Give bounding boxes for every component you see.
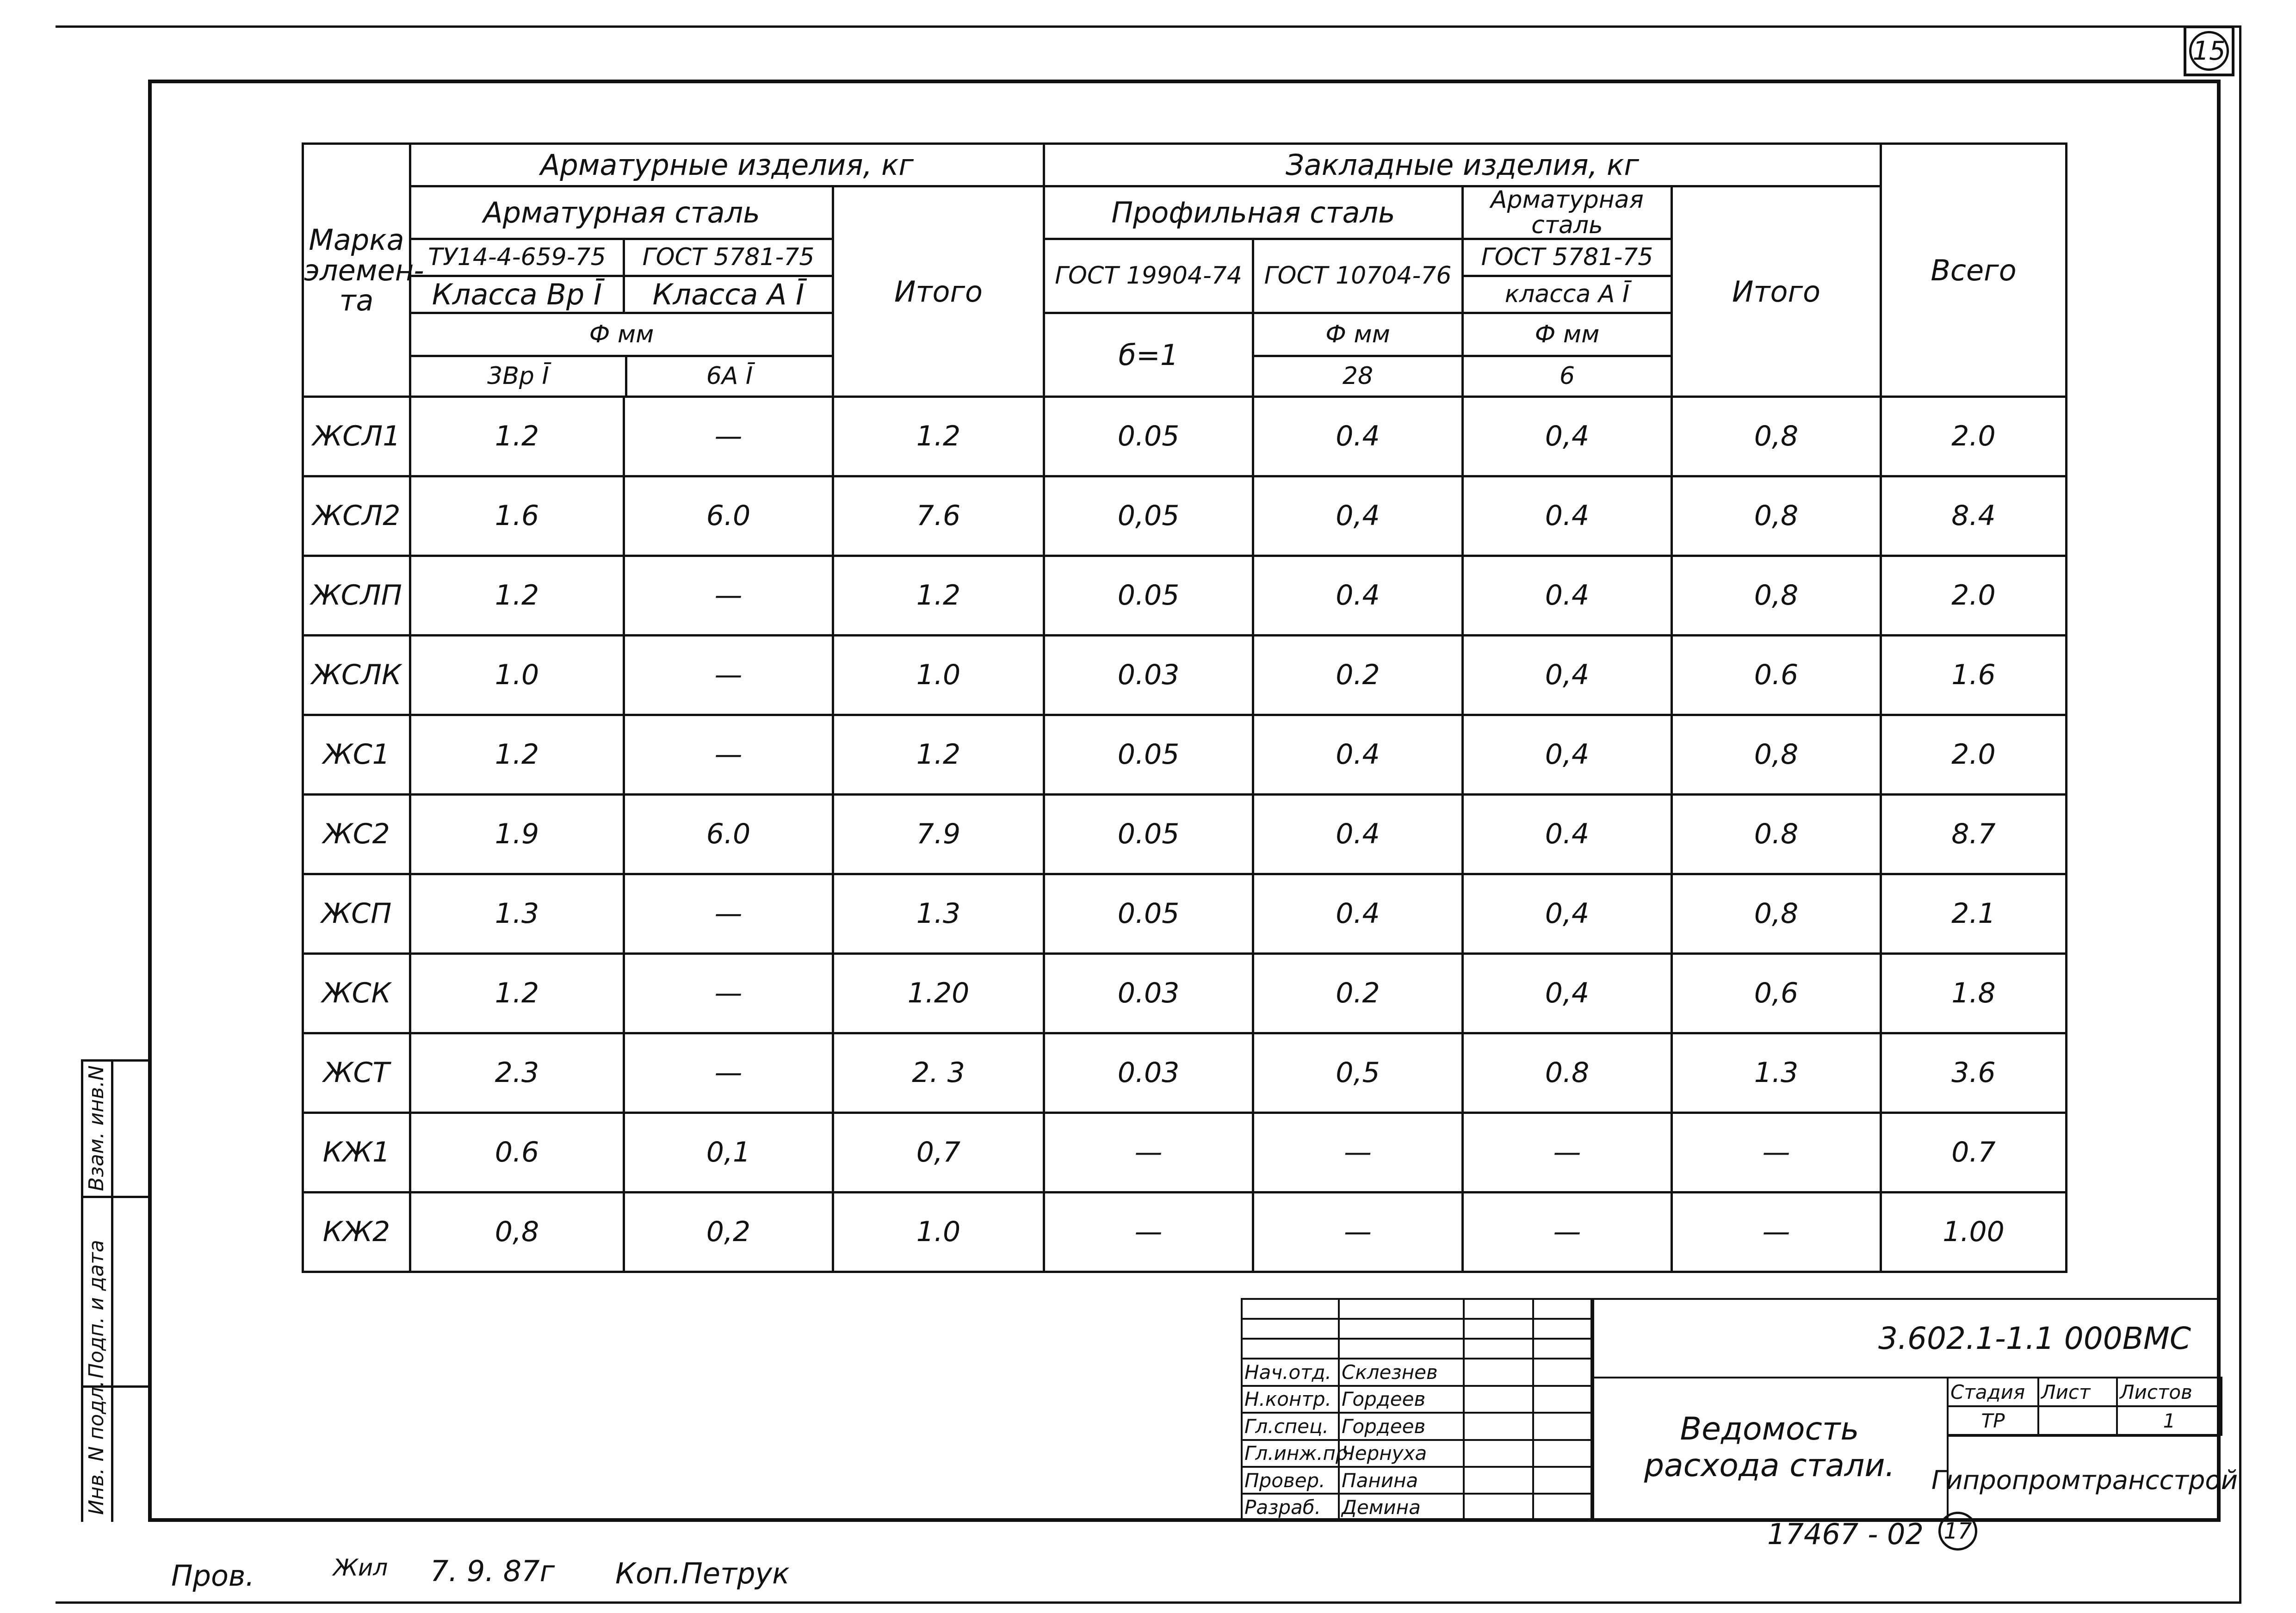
row-cell: —	[624, 1033, 833, 1113]
row-cell: 0.4	[1253, 397, 1463, 476]
signature-role: Нач.отд.	[1242, 1359, 1339, 1385]
footer-signature: Жил	[333, 1554, 388, 1581]
row-cell: 0,8	[1672, 874, 1881, 954]
row-cell: 1.2	[410, 556, 624, 636]
row-cell: 1.9	[410, 795, 624, 874]
table-row	[303, 1113, 2067, 1193]
signature-row	[1242, 1440, 1593, 1467]
row-cell: 0,5	[1253, 1033, 1463, 1113]
table-row	[303, 715, 2067, 795]
row-cell: 0.05	[1044, 397, 1253, 476]
row-cell: 1.2	[833, 715, 1044, 795]
signature-name: Демина	[1339, 1494, 1464, 1521]
row-cell: 1.3	[1672, 1033, 1881, 1113]
row-cell: 0,4	[1463, 636, 1672, 715]
header-gost19904: ГОСТ 19904-74	[1044, 239, 1253, 313]
row-cell: 0.03	[1044, 636, 1253, 715]
side-podp-data: Подп. и дата	[85, 1240, 108, 1378]
signature-role: Разраб.	[1242, 1494, 1339, 1521]
header-gost5781: ГОСТ 5781-75	[624, 239, 833, 276]
signature-role: Гл.спец.	[1242, 1413, 1339, 1440]
row-cell: —	[624, 874, 833, 954]
row-mark: ЖС1	[303, 715, 410, 795]
row-mark: ЖСК	[303, 954, 410, 1033]
row-cell: 2.0	[1881, 556, 2067, 636]
header-d-6: 6	[1559, 362, 1575, 390]
signature-table	[1241, 1298, 1594, 1522]
signature-name: Гордеев	[1339, 1413, 1464, 1440]
signature-name: Чернуха	[1339, 1440, 1464, 1467]
signature-name: Склезнев	[1339, 1359, 1464, 1385]
header-phi-mm: Ф мм	[411, 314, 832, 357]
row-cell: 0,8	[410, 1193, 624, 1272]
row-cell: 1.0	[833, 1193, 1044, 1272]
row-cell: 1.6	[1881, 636, 2067, 715]
row-mark: КЖ1	[303, 1113, 410, 1193]
row-cell: 0,4	[1463, 715, 1672, 795]
row-mark: ЖСЛК	[303, 636, 410, 715]
row-cell: 2.0	[1881, 715, 2067, 795]
header-gost10704: ГОСТ 10704-76	[1253, 239, 1463, 313]
table-row	[303, 636, 2067, 715]
row-cell: 0,4	[1253, 476, 1463, 556]
row-cell: 0,7	[833, 1113, 1044, 1193]
footer-kop: Коп.Петрук	[615, 1557, 790, 1590]
row-cell: 0.05	[1044, 874, 1253, 954]
row-cell: 2. 3	[833, 1033, 1044, 1113]
side-vzam-inv: Взам. инв.N	[85, 1065, 108, 1191]
row-cell: 1.6	[410, 476, 624, 556]
row-cell: —	[1463, 1113, 1672, 1193]
row-cell: 0,2	[624, 1193, 833, 1272]
stadia-label: Стадия	[1948, 1378, 2038, 1406]
footer-date: 7. 9. 87г	[430, 1554, 555, 1588]
row-cell: 1.0	[833, 636, 1044, 715]
side-stamp	[81, 1059, 148, 1522]
signature-role: Н.контр.	[1242, 1386, 1339, 1413]
row-cell: 0,8	[1672, 397, 1881, 476]
header-prof-stal: Профильная сталь	[1044, 186, 1463, 239]
organization: Гипропромтрансстрой	[1949, 1435, 2221, 1524]
stage-table	[1947, 1377, 2222, 1436]
table-row	[303, 874, 2067, 954]
header-phi-mm-2: Ф мм	[1254, 314, 1461, 357]
row-cell: 0,8	[1672, 715, 1881, 795]
row-cell: 0.8	[1463, 1033, 1672, 1113]
row-cell: 6.0	[624, 795, 833, 874]
row-cell: 7.6	[833, 476, 1044, 556]
row-cell: 2.0	[1881, 397, 2067, 476]
row-cell: 0.05	[1044, 795, 1253, 874]
row-cell: 0.7	[1881, 1113, 2067, 1193]
header-vsego: Всего	[1881, 144, 2067, 397]
side-inv-podl: Инв. N подл.	[85, 1380, 108, 1515]
row-cell: 0.4	[1463, 556, 1672, 636]
header-tu: ТУ14-4-659-75	[410, 239, 624, 276]
row-cell: —	[1044, 1193, 1253, 1272]
footer-prov: Пров.	[171, 1559, 255, 1593]
table-row	[303, 397, 2067, 476]
sheet-number-top: 15	[2184, 25, 2234, 76]
header-marka: Марка элемен- та	[303, 144, 410, 397]
row-mark: ЖСП	[303, 874, 410, 954]
row-cell: 1.0	[410, 636, 624, 715]
row-cell: 0,6	[1672, 954, 1881, 1033]
doc-title-2: расхода стали.	[1644, 1447, 1895, 1484]
table-row	[303, 795, 2067, 874]
list-value	[2038, 1406, 2117, 1435]
steel-table	[302, 142, 2067, 1273]
table-row	[303, 556, 2067, 636]
row-cell: 0.4	[1253, 795, 1463, 874]
row-mark: ЖСЛ2	[303, 476, 410, 556]
header-d-28: 28	[1342, 362, 1374, 390]
row-cell: 0.05	[1044, 715, 1253, 795]
stadia-value: ТР	[1948, 1406, 2038, 1435]
signature-row	[1242, 1494, 1593, 1521]
row-cell: 1.2	[410, 397, 624, 476]
row-cell: —	[1672, 1193, 1881, 1272]
row-cell: 8.7	[1881, 795, 2067, 874]
row-cell: 0,05	[1044, 476, 1253, 556]
row-cell: 0.4	[1463, 795, 1672, 874]
bottom-rule	[56, 1601, 2239, 1604]
row-mark: ЖС2	[303, 795, 410, 874]
row-cell: 0.4	[1253, 874, 1463, 954]
row-cell: 0.03	[1044, 954, 1253, 1033]
header-d-6a: 6А Ī	[706, 362, 753, 390]
row-cell: —	[624, 397, 833, 476]
row-cell: 0,4	[1463, 874, 1672, 954]
header-gost5781-b: ГОСТ 5781-75	[1463, 239, 1672, 276]
top-rule	[56, 25, 2239, 28]
row-cell: 0,4	[1463, 397, 1672, 476]
row-cell: 0.6	[1672, 636, 1881, 715]
row-cell: 0.2	[1253, 636, 1463, 715]
listov-value: 1	[2117, 1406, 2222, 1435]
row-cell: 1.3	[410, 874, 624, 954]
row-cell: 0.03	[1044, 1033, 1253, 1113]
row-cell: 8.4	[1881, 476, 2067, 556]
row-cell: 3.6	[1881, 1033, 2067, 1113]
right-rule	[2239, 25, 2241, 1604]
row-cell: 6.0	[624, 476, 833, 556]
signature-row	[1242, 1386, 1593, 1413]
header-d-3vp: 3Вр Ī	[411, 357, 627, 396]
title-block	[1241, 1298, 2238, 1522]
row-cell: 0,8	[1672, 476, 1881, 556]
signature-row	[1242, 1413, 1593, 1440]
row-cell: 1.3	[833, 874, 1044, 954]
row-cell: 1.2	[833, 556, 1044, 636]
header-klass-a: Класса А Ī	[624, 276, 833, 313]
doc-code: 3.602.1-1.1 000ВМС	[1592, 1300, 2219, 1378]
row-mark: ЖСЛ1	[303, 397, 410, 476]
archive-number: 17467 - 02	[1767, 1517, 1924, 1551]
header-armaturnye: Арматурные изделия, кг	[410, 144, 1044, 186]
row-cell: 1.20	[833, 954, 1044, 1033]
row-cell: —	[624, 715, 833, 795]
table-row	[303, 1193, 2067, 1272]
row-cell: —	[624, 954, 833, 1033]
signature-name: Панина	[1339, 1467, 1464, 1494]
row-cell: —	[1044, 1113, 1253, 1193]
listov-label: Листов	[2117, 1378, 2222, 1406]
row-cell: 2.3	[410, 1033, 624, 1113]
header-klass-a-2: класса А Ī	[1463, 276, 1672, 313]
row-cell: 0,4	[1463, 954, 1672, 1033]
row-cell: 0.2	[1253, 954, 1463, 1033]
row-cell: —	[1463, 1193, 1672, 1272]
header-phi-mm-3: Ф мм	[1464, 314, 1671, 357]
row-cell: 0,8	[1672, 556, 1881, 636]
row-cell: 0.4	[1253, 556, 1463, 636]
row-cell: —	[1253, 1193, 1463, 1272]
signature-role: Гл.инж.пр.	[1242, 1440, 1339, 1467]
row-cell: 2.1	[1881, 874, 2067, 954]
signature-row	[1242, 1467, 1593, 1494]
row-cell: 0.6	[410, 1113, 624, 1193]
sheet-number-bottom: 17	[1938, 1512, 1977, 1551]
row-mark: ЖСЛП	[303, 556, 410, 636]
row-cell: 1.2	[410, 715, 624, 795]
signature-role: Провер.	[1242, 1467, 1339, 1494]
row-cell: 0.4	[1253, 715, 1463, 795]
list-label: Лист	[2038, 1378, 2117, 1406]
header-delta: б=1	[1044, 313, 1253, 397]
row-cell: 1.8	[1881, 954, 2067, 1033]
table-row	[303, 954, 2067, 1033]
signature-row	[1242, 1359, 1593, 1385]
header-itogo-2: Итого	[1672, 186, 1881, 397]
row-cell: 0.4	[1463, 476, 1672, 556]
header-zakladnye: Закладные изделия, кг	[1044, 144, 1881, 186]
row-cell: —	[624, 556, 833, 636]
row-cell: 7.9	[833, 795, 1044, 874]
row-cell: —	[1672, 1113, 1881, 1193]
row-cell: 1.2	[410, 954, 624, 1033]
row-cell: 0.8	[1672, 795, 1881, 874]
row-mark: КЖ2	[303, 1193, 410, 1272]
header-arm-stal-2: Арматурная сталь	[1463, 186, 1672, 239]
header-itogo-1: Итого	[833, 186, 1044, 397]
row-cell: 0,1	[624, 1113, 833, 1193]
row-cell: 1.2	[833, 397, 1044, 476]
header-arm-stal: Арматурная сталь	[410, 186, 833, 239]
doc-title-1: Ведомость	[1680, 1411, 1859, 1447]
row-mark: ЖСТ	[303, 1033, 410, 1113]
table-row	[303, 1033, 2067, 1113]
row-cell: 0.05	[1044, 556, 1253, 636]
header-klass-vp: Класса Вр Ī	[410, 276, 624, 313]
row-cell: 1.00	[1881, 1193, 2067, 1272]
signature-name: Гордеев	[1339, 1386, 1464, 1413]
row-cell: —	[624, 636, 833, 715]
row-cell: —	[1253, 1113, 1463, 1193]
table-row	[303, 476, 2067, 556]
